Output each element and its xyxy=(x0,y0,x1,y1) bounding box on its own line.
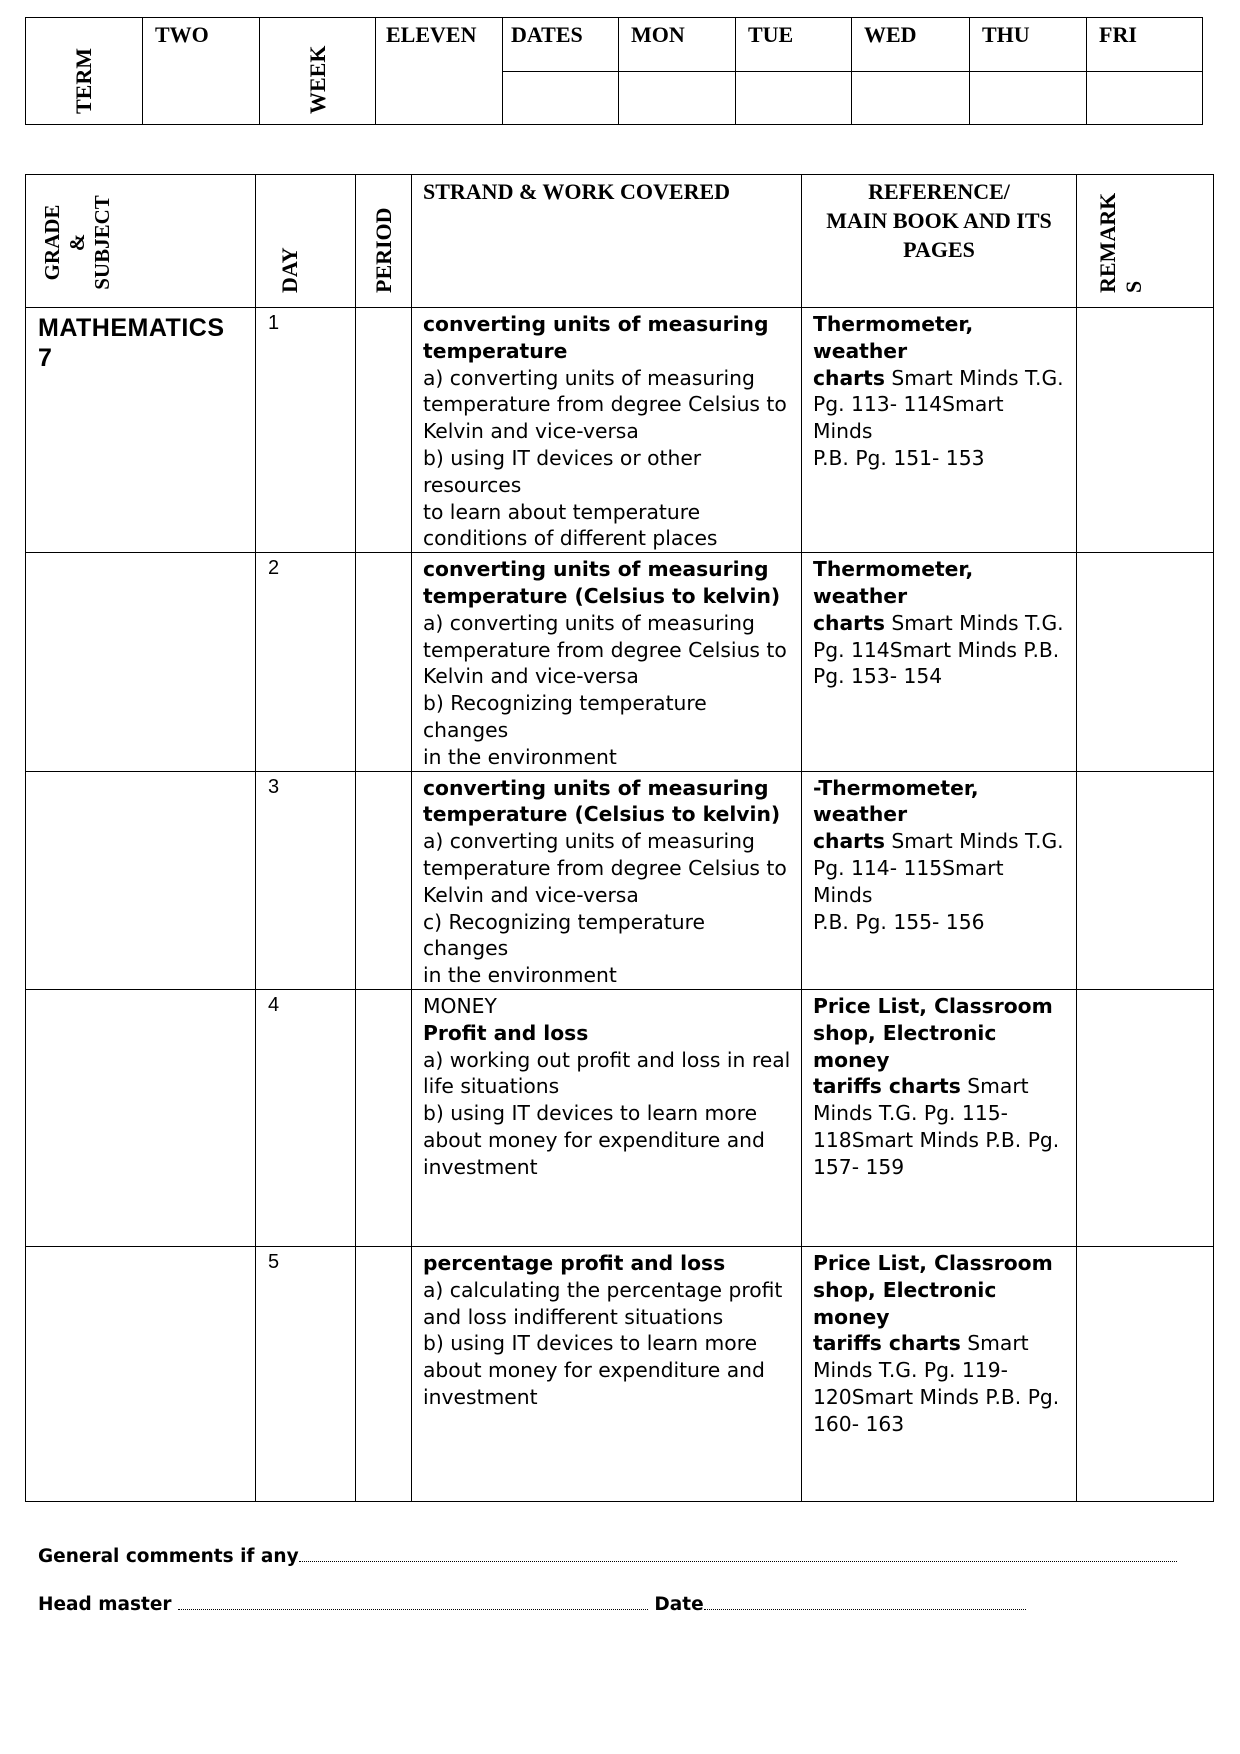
grade-subject-header xyxy=(26,175,256,308)
day-cell xyxy=(256,1246,356,1501)
date-field[interactable] xyxy=(704,1591,1026,1610)
strand-line: conditions of different places xyxy=(423,526,718,551)
strand-line: temperature from degree Celsius to xyxy=(423,855,787,880)
reference-line: Smart Minds T.G. xyxy=(884,365,1064,390)
strand-line: in the environment xyxy=(423,963,617,988)
subject-grade: 7 xyxy=(38,344,53,372)
day-number: 4 xyxy=(268,993,280,1016)
strand-line: to learn about temperature xyxy=(423,499,701,524)
period-header xyxy=(356,175,412,308)
remarks-header-line2: S xyxy=(1121,280,1146,293)
day-fri-cell xyxy=(1087,18,1203,72)
strand-cell xyxy=(412,989,802,1246)
reference-line: Minds T.G. Pg. 119- xyxy=(813,1358,1008,1383)
day-header xyxy=(256,175,356,308)
reference-line: Pg. 153- 154 xyxy=(813,664,943,689)
day-cell xyxy=(256,308,356,553)
strand-title-line: temperature (Celsius to kelvin) xyxy=(423,583,781,608)
strand-title-line: temperature (Celsius to kelvin) xyxy=(423,802,781,827)
remarks-cell[interactable] xyxy=(1077,308,1214,553)
strand-title-line: converting units of measuring xyxy=(423,312,769,336)
reference-bold: shop, Electronic money xyxy=(813,1277,997,1329)
day-tue-cell xyxy=(736,18,852,72)
period-header-label: PERIOD xyxy=(371,207,396,293)
day-header-label: DAY xyxy=(277,247,302,293)
reference-line: Minds T.G. Pg. 115- xyxy=(813,1101,1008,1126)
strand-line: a) converting units of measuring xyxy=(423,365,755,390)
day-tue-label: TUE xyxy=(748,22,794,47)
dates-label-cell xyxy=(503,18,619,72)
period-cell[interactable] xyxy=(356,1246,412,1501)
reference-line: 160- 163 xyxy=(813,1411,905,1436)
dates-label: DATES xyxy=(511,22,583,47)
strand-line: a) working out profit and loss in real xyxy=(423,1047,791,1072)
strand-title-line: converting units of measuring xyxy=(423,775,769,800)
subject-header-label: SUBJECT xyxy=(90,195,114,290)
table-row xyxy=(26,308,1214,553)
reference-line: P.B. Pg. 155- 156 xyxy=(813,909,985,934)
ampersand-header-label: & xyxy=(65,233,89,252)
reference-line: 118Smart Minds P.B. Pg. xyxy=(813,1127,1060,1152)
general-comments-field[interactable] xyxy=(299,1543,1177,1562)
period-cell[interactable] xyxy=(356,989,412,1246)
strand-cell xyxy=(412,771,802,989)
reference-header-line2: MAIN BOOK AND ITS xyxy=(826,208,1052,233)
strand-line: b) using IT devices to learn more xyxy=(423,1331,758,1356)
period-cell[interactable] xyxy=(356,308,412,553)
date-label: Date xyxy=(654,1594,704,1615)
strand-line: investment xyxy=(423,1384,538,1409)
term-label: TERM xyxy=(71,48,96,114)
strand-line: a) converting units of measuring xyxy=(423,610,755,635)
reference-line: Smart Minds T.G. xyxy=(884,829,1064,854)
grade-header-label: GRADE xyxy=(40,204,64,281)
day-cell xyxy=(256,553,356,771)
period-cell[interactable] xyxy=(356,553,412,771)
strand-line: a) calculating the percentage profit xyxy=(423,1277,783,1302)
strand-line: b) Recognizing temperature changes xyxy=(423,691,707,742)
term-week-table xyxy=(25,17,1203,125)
strand-line: b) using IT devices or other resources xyxy=(423,445,702,497)
strand-line: about money for expenditure and xyxy=(423,1358,765,1383)
day-thu-cell xyxy=(970,18,1087,72)
subject-cell xyxy=(26,308,256,553)
strand-line: temperature from degree Celsius to xyxy=(423,392,787,417)
headmaster-label: Head master xyxy=(38,1594,172,1615)
reference-bold: charts xyxy=(813,365,885,390)
reference-line: Smart xyxy=(960,1331,1029,1356)
reference-cell xyxy=(802,308,1077,553)
remarks-cell[interactable] xyxy=(1077,771,1214,989)
period-cell[interactable] xyxy=(356,771,412,989)
reference-header xyxy=(802,175,1077,308)
reference-cell xyxy=(802,771,1077,989)
headmaster-field[interactable] xyxy=(178,1591,648,1610)
strand-title-line: Profit and loss xyxy=(423,1020,589,1045)
day-wed-label: WED xyxy=(864,22,917,47)
week-value-cell xyxy=(376,18,503,125)
date-mon-cell[interactable] xyxy=(619,71,736,125)
day-number: 2 xyxy=(268,557,280,580)
reference-header-line3: PAGES xyxy=(903,237,975,262)
remarks-cell[interactable] xyxy=(1077,989,1214,1246)
remarks-cell[interactable] xyxy=(1077,553,1214,771)
reference-bold: -Thermometer, weather xyxy=(813,775,979,827)
remarks-cell[interactable] xyxy=(1077,1246,1214,1501)
general-comments-label: General comments if any xyxy=(38,1546,299,1567)
day-mon-label: MON xyxy=(631,22,685,47)
strand-line: investment xyxy=(423,1154,538,1179)
date-wed-cell[interactable] xyxy=(852,71,970,125)
reference-bold: charts xyxy=(813,829,885,854)
subject-cell xyxy=(26,771,256,989)
reference-bold: tariffs charts xyxy=(813,1074,961,1099)
day-number: 3 xyxy=(268,775,280,798)
reference-cell xyxy=(802,1246,1077,1501)
reference-line: Pg. 113- 114Smart Minds xyxy=(813,392,1004,444)
reference-line: Smart xyxy=(960,1074,1029,1099)
term-value-cell xyxy=(143,18,260,125)
reference-line: 120Smart Minds P.B. Pg. xyxy=(813,1384,1060,1409)
strand-line: life situations xyxy=(423,1074,560,1099)
strand-line: c) Recognizing temperature changes xyxy=(423,909,706,961)
day-cell xyxy=(256,989,356,1246)
day-cell xyxy=(256,771,356,989)
remarks-header-line1: REMARK xyxy=(1095,192,1120,293)
strand-heading: MONEY xyxy=(423,993,497,1018)
reference-bold: Price List, Classroom xyxy=(813,993,1053,1018)
remarks-header xyxy=(1077,175,1214,308)
strand-cell xyxy=(412,308,802,553)
table-row xyxy=(26,771,1214,989)
reference-bold: charts xyxy=(813,610,885,635)
reference-line: Smart Minds T.G. xyxy=(884,610,1064,635)
reference-line: P.B. Pg. 151- 153 xyxy=(813,445,985,470)
strand-header xyxy=(412,175,802,308)
subject-cell xyxy=(26,1246,256,1501)
term-label-cell xyxy=(26,18,143,125)
week-label: WEEK xyxy=(304,45,330,114)
lesson-plan-table xyxy=(25,174,1214,1502)
reference-header-line1: REFERENCE/ xyxy=(868,179,1010,204)
strand-line: about money for expenditure and xyxy=(423,1127,765,1152)
reference-line: 157- 159 xyxy=(813,1154,905,1179)
dates-blank-cell[interactable] xyxy=(503,71,619,125)
reference-line: Pg. 114- 115Smart Minds xyxy=(813,855,1004,907)
date-fri-cell[interactable] xyxy=(1087,71,1203,125)
strand-line: b) using IT devices to learn more xyxy=(423,1101,758,1126)
strand-line: in the environment xyxy=(423,744,617,769)
strand-line: Kelvin and vice-versa xyxy=(423,419,639,444)
strand-line: temperature from degree Celsius to xyxy=(423,637,787,662)
table-row xyxy=(26,1246,1214,1501)
reference-bold: shop, Electronic money xyxy=(813,1020,997,1072)
table-row xyxy=(26,989,1214,1246)
signature-line xyxy=(38,1591,1026,1615)
strand-title-line: percentage profit and loss xyxy=(423,1250,726,1275)
reference-bold: Thermometer, weather xyxy=(813,312,974,363)
day-mon-cell xyxy=(619,18,736,72)
subject-name: MATHEMATICS xyxy=(38,314,225,342)
day-wed-cell xyxy=(852,18,970,72)
reference-bold: Price List, Classroom xyxy=(813,1250,1053,1275)
strand-header-label: STRAND & WORK COVERED xyxy=(423,179,731,204)
day-number: 5 xyxy=(268,1250,280,1273)
strand-title-line: temperature xyxy=(423,338,568,363)
strand-line: and loss indifferent situations xyxy=(423,1304,724,1329)
date-tue-cell[interactable] xyxy=(736,71,852,125)
day-thu-label: THU xyxy=(982,22,1030,47)
strand-cell xyxy=(412,553,802,771)
strand-line: a) converting units of measuring xyxy=(423,829,755,854)
subject-cell xyxy=(26,553,256,771)
term-value: TWO xyxy=(155,22,209,47)
strand-line: Kelvin and vice-versa xyxy=(423,664,639,689)
reference-cell xyxy=(802,989,1077,1246)
week-value: ELEVEN xyxy=(386,22,477,47)
strand-line: Kelvin and vice-versa xyxy=(423,882,639,907)
strand-cell xyxy=(412,1246,802,1501)
table-row xyxy=(26,553,1214,771)
date-thu-cell[interactable] xyxy=(970,71,1087,125)
reference-cell xyxy=(802,553,1077,771)
day-fri-label: FRI xyxy=(1099,22,1137,47)
reference-bold: tariffs charts xyxy=(813,1331,961,1356)
subject-cell xyxy=(26,989,256,1246)
general-comments-line xyxy=(38,1543,1177,1567)
strand-title-line: converting units of measuring xyxy=(423,557,769,582)
week-label-cell xyxy=(260,18,376,125)
day-number: 1 xyxy=(268,312,280,334)
reference-line: Pg. 114Smart Minds P.B. xyxy=(813,637,1060,662)
reference-bold: Thermometer, weather xyxy=(813,557,974,608)
